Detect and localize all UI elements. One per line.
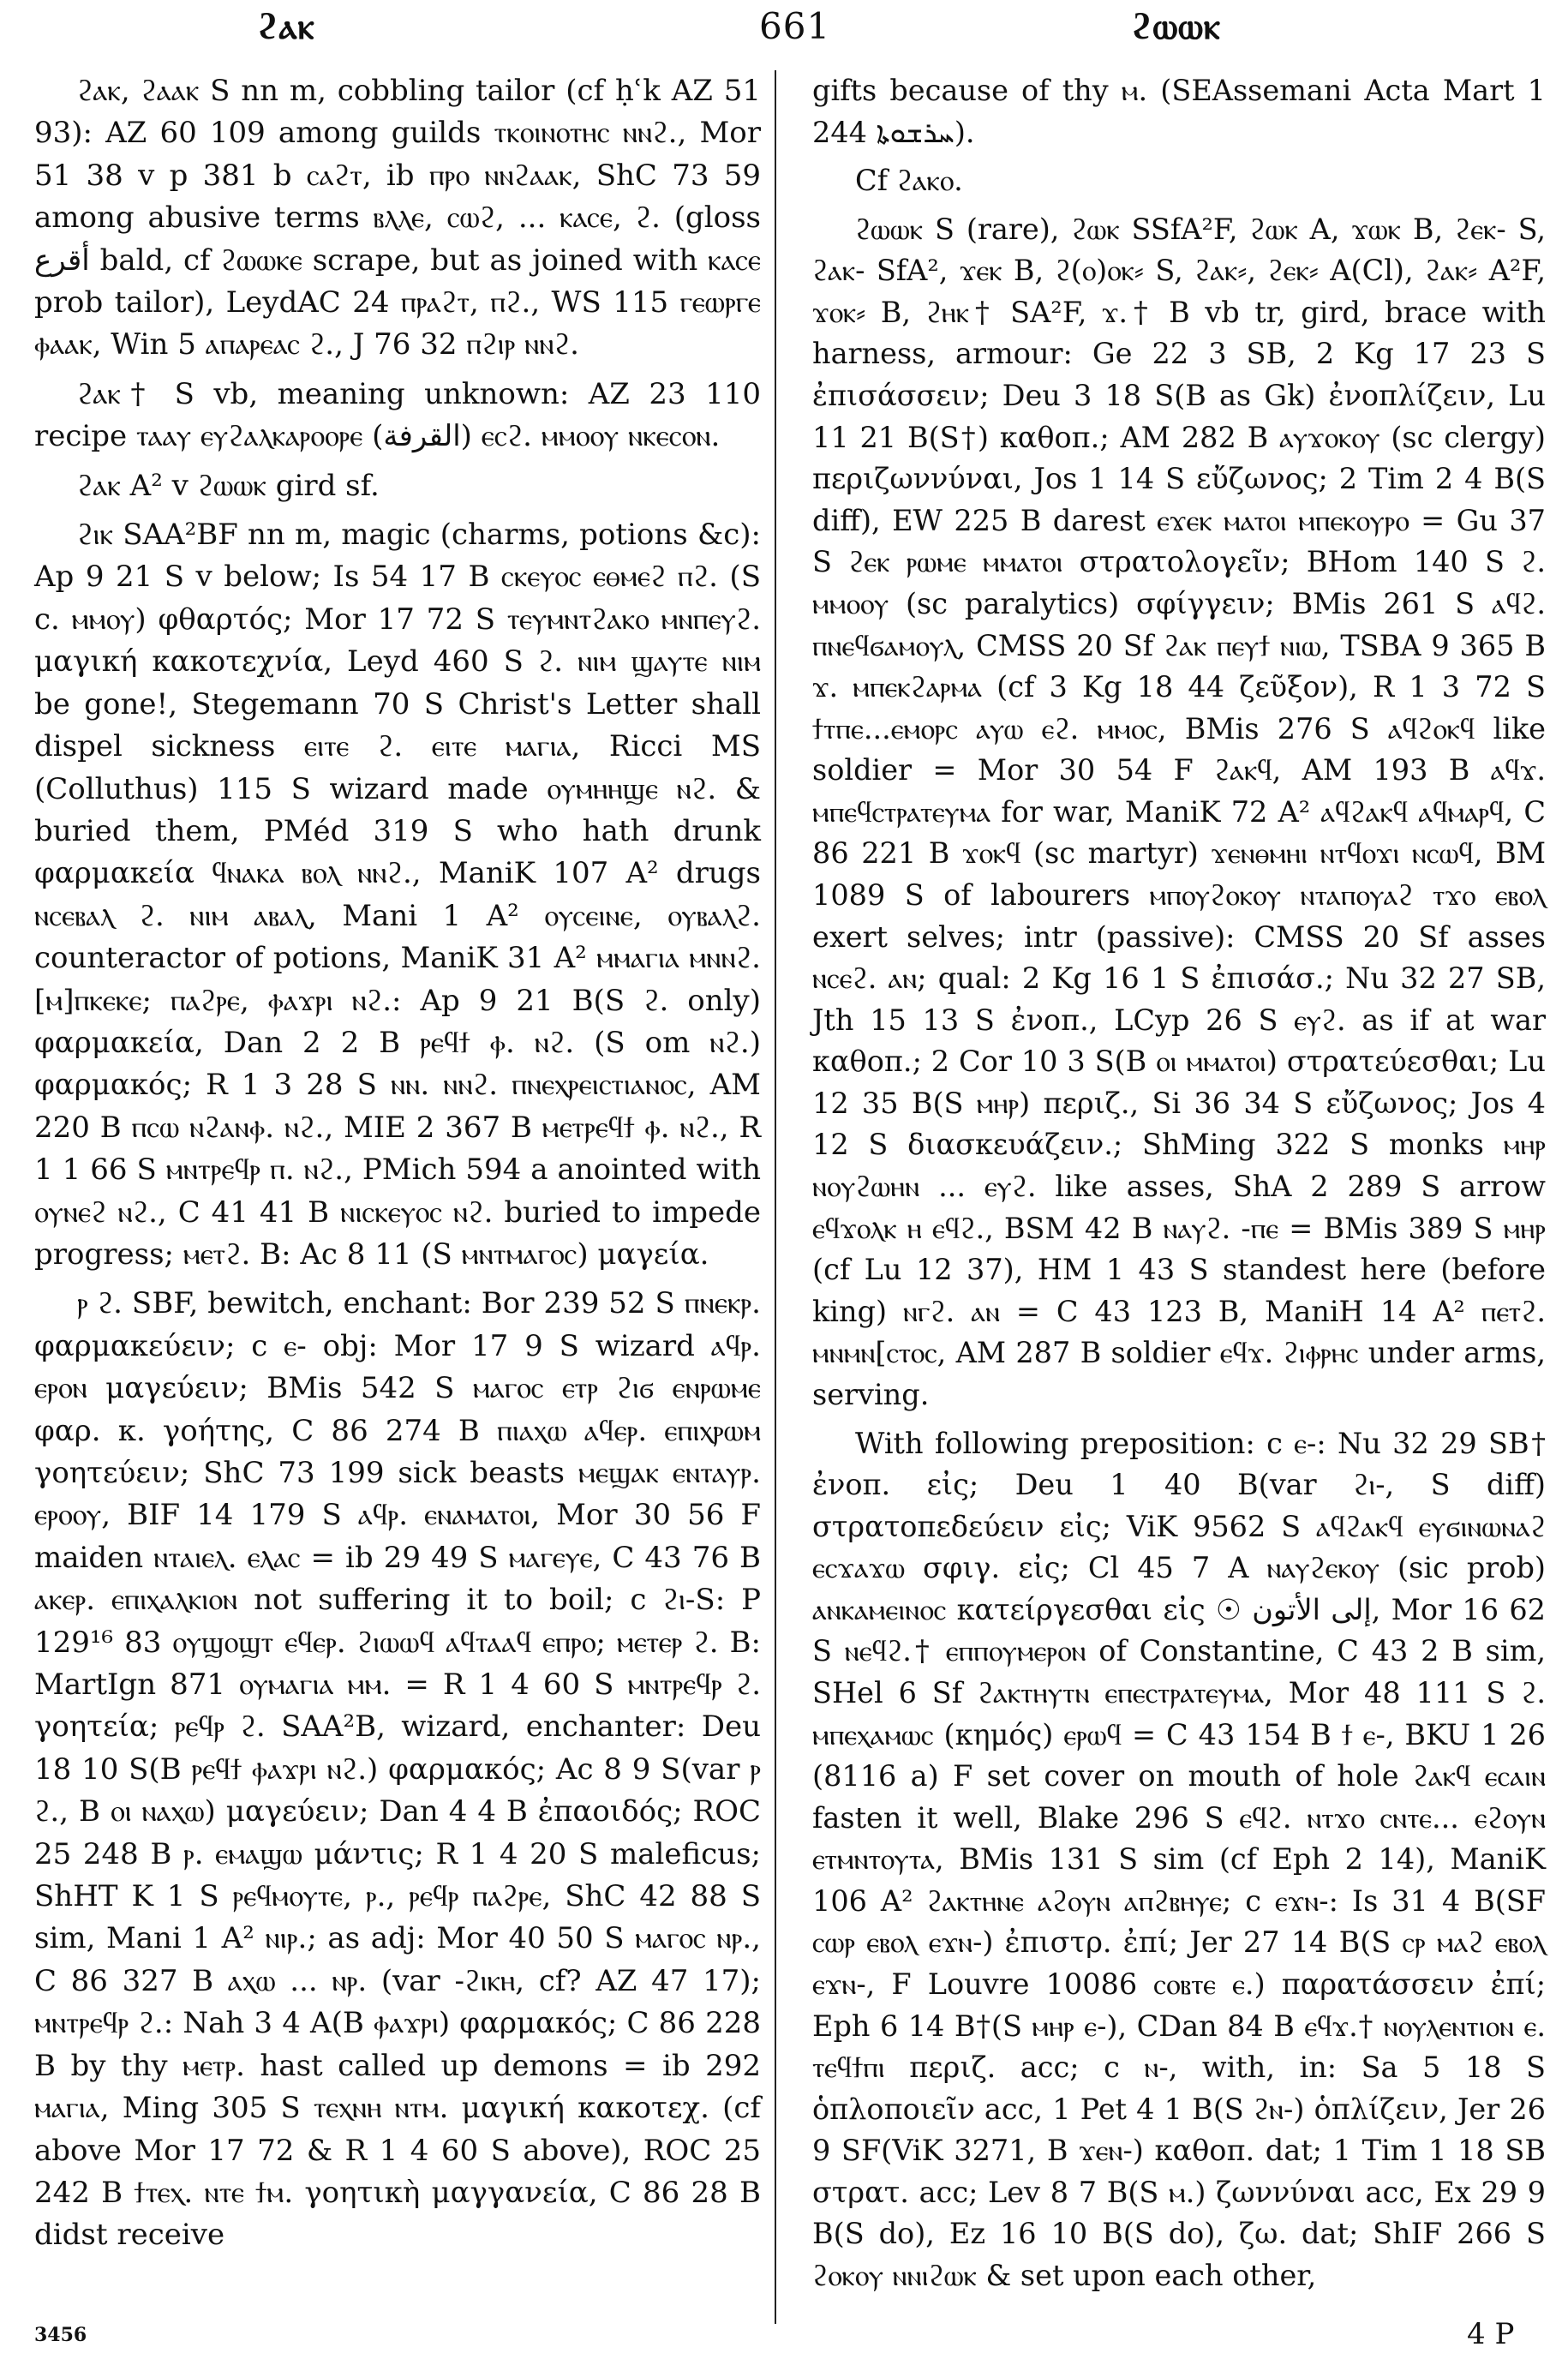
entry-hak-vb: ϩⲁⲕ† S vb, meaning unknown: AZ 23 110 recipe ⲧⲁⲁⲩ ⲉⲩϩⲁⲗⲕⲁⲣⲟⲟⲣⲉ (القرفة) ⲉⲥϩ. ⲙⲙⲟⲟⲩ ⲛⲕⲉⲥⲟⲛ. — [34, 376, 761, 454]
right-column — [812, 70, 1546, 2304]
gathering-mark: 4 P — [1467, 2317, 1515, 2351]
column-rule — [775, 70, 776, 2324]
entry-hak-tailor: ϩⲁⲕ, ϩⲁⲁⲕ S nn m, cobbling tailor (cf ḥʿk AZ 51 93): AZ 60 109 among guilds ⲧⲕⲟⲓⲛⲟⲧⲏⲥ ⲛⲛϩ., Mor 51 38 v p 381 b ⲥⲁϩⲧ, ib ⲡⲣⲟ ⲛⲛϩⲁⲁⲕ, ShC 73 59 among abusive terms ⲃⲗⲗⲉ, ⲥⲱϩ, ... ⲕⲁⲥⲉ, ϩ. (gloss أقرع bald, cf ϩⲱⲱⲕⲉ scrape, but as joined with ⲕⲁⲥⲉ prob tailor), LeydAC 24 ⲡⲣⲁϩⲧ, ⲡϩ., WS 115 ⲅⲉⲱⲣⲅⲉ ⲫⲁⲁⲕ, Win 5 ⲁⲡⲁⲣⲉⲁⲥ ϩ., J 76 32 ⲡϩⲓⲣ ⲛⲛϩ. — [34, 74, 761, 362]
entry-hook-gird: ϩⲱⲱⲕ S (rare), ϩⲱⲕ SSfA²F, ϩⲱⲕ A, ϫⲱⲕ B, ϩⲉⲕ- S, ϩⲁⲕ- SfA², ϫⲉⲕ B, ϩ(ⲟ)ⲟⲕ⸗ S, ϩⲁⲕ⸗, ϩⲉⲕ⸗ A(Cl), ϩⲁⲕ⸗ A²F, ϫⲟⲕ⸗ B, ϩⲏⲕ† SA²F, ϫ.† B vb tr, gird, brace with harness, armour: Ge 22 3 SB, 2 Kg 17 23 S ἐπισάσσειν; Deu 3 18 S(B as Gk) ἐνοπλίζειν, Lu 11 21 B(S†) καθοπ.; AM 282 B ⲁⲩϫⲟⲕⲟⲩ (sc clergy) περιζωννύναι, Jos 1 14 S εὔζωνος; 2 Tim 2 4 B(S diff), EW 225 B darest ⲉϫⲉⲕ ⲙⲁⲧⲟⲓ ⲙⲡⲉⲕⲟⲩⲣⲟ = Gu 37 S ϩⲉⲕ ⲣⲱⲙⲉ ⲙⲙⲁⲧⲟⲓ στρατολογεῖν; BHom 140 S ϩ. ⲙⲙⲟⲟⲩ (sc paralytics) σφίγγειν; BMis 261 S ⲁϥϩ. ⲡⲛⲉϥϭⲁⲙⲟⲩⲗ, CMSS 20 Sf ϩⲁⲕ ⲡⲉⲩϯ ⲛⲓⲱ, TSBA 9 365 B ϫ. ⲙⲡⲉⲕϩⲁⲣⲙⲁ (cf 3 Kg 18 44 ζεῦξον), R 1 3 72 S ϯⲧⲡⲉ...ⲉⲙⲟⲣⲥ ⲁⲩⲱ ⲉϩ. ⲙⲙⲟⲥ, BMis 276 S ⲁϥϩⲟⲕϥ like soldier = Mor 30 54 F ϩⲁⲕϥ, AM 193 B ⲁϥϫ. ⲙⲡⲉϥⲥⲧⲣⲁⲧⲉⲩⲙⲁ for war, ManiK 72 A² ⲁϥϩⲁⲕϥ ⲁϥⲙⲁⲣϥ, C 86 221 B ϫⲟⲕϥ (sc martyr) ϫⲉⲛⲑⲙⲏⲓ ⲛⲧϥⲟϫⲓ ⲛⲥⲱϥ, BM 1089 S of labourers ⲙⲡⲟⲩϩⲟⲕⲟⲩ ⲛⲧⲁⲡⲟⲩⲁϩ ⲧϫⲟ ⲉⲃⲟⲗ exert selves; intr (passive): CMSS 20 Sf asses ⲛⲥⲉϩ. ⲁⲛ; qual: 2 Kg 16 1 S ἐπισάσ.; Nu 32 27 SB, Jth 15 13 S ἐνοπ., LCyp 26 S ⲉⲩϩ. as if at war καθοπ.; 2 Cor 10 3 S(B ⲟⲓ ⲙⲙⲁⲧⲟⲓ) στρατεύεσθαι; Lu 12 35 B(S ⲙⲏⲣ) περιζ., Si 36 34 S εὔζωνος; Jos 4 12 S διασκευάζειν.; ShMing 322 S monks ⲙⲏⲣ ⲛⲟⲩϩⲱⲏⲛ ... ⲉⲩϩ. like asses, ShA 2 289 S arrow ⲉϥϫⲟⲗⲕ ⲏ ⲉϥϩ., BSM 42 B ⲛⲁⲩϩ. -ⲡⲉ = BMis 389 S ⲙⲏⲣ (cf Lu 12 37), HM 1 43 S standest here (before king) ⲛⲅϩ. ⲁⲛ = C 43 123 B, ManiH 14 A² ⲡⲉⲧϩ. ⲙⲛⲙⲛ[ⲥⲧⲟⲥ, AM 287 B soldier ⲉϥϫ. ϩⲓⲫⲣⲏⲥ under arms, serving. — [812, 212, 1546, 1411]
entry-hik-magic: ϩⲓⲕ SAA²BF nn m, magic (charms, potions &c): Ap 9 21 S v below; Is 54 17 B ⲥⲕⲉⲩⲟⲥ ⲉⲑⲙⲉϩ ⲡϩ. (S c. ⲙⲙⲟⲩ) φθαρτός; Mor 17 72 S ⲧⲉⲩⲙⲛⲧϩⲁⲕⲟ ⲙⲛⲡⲉⲩϩ. μαγική κακοτεχνία, Leyd 460 S ϩ. ⲛⲓⲙ ϣⲁⲩⲧⲉ ⲛⲓⲙ be gone!, Stegemann 70 S Christ's Letter shall dispel sickness ⲉⲓⲧⲉ ϩ. ⲉⲓⲧⲉ ⲙⲁⲅⲓⲁ, Ricci MS (Colluthus) 115 S wizard made ⲟⲩⲙⲏⲏϣⲉ ⲛϩ. & buried them, PMéd 319 S who hath drunk φαρμακεία ϥⲛⲁⲕⲁ ⲃⲟⲗ ⲛⲛϩ., ManiK 107 A² drugs ⲛⲥⲉⲃⲁⲗ ϩ. ⲛⲓⲙ ⲁⲃⲁⲗ, Mani 1 A² ⲟⲩⲥⲉⲓⲛⲉ, ⲟⲩⲃⲁⲗϩ. counteractor of potions, ManiK 31 A² ⲙⲙⲁⲅⲓⲁ ⲙⲛⲛϩ. [ⲙ]ⲡⲕⲉⲕⲉ; ⲡⲁϩⲣⲉ, ⲫⲁϫⲣⲓ ⲛϩ.: Ap 9 21 B(S ϩ. only) φαρμακεία, Dan 2 2 B ⲣⲉϥϯ ⲫ. ⲛϩ. (S om ⲛϩ.) φαρμακός; R 1 3 28 S ⲛⲛ. ⲛⲛϩ. ⲡⲛⲉⲭⲣⲉⲓⲥⲧⲓⲁⲛⲟⲥ, AM 220 B ⲡⲥⲱ ⲛϩⲁⲛⲫ. ⲛϩ., MIE 2 367 B ⲙⲉⲧⲣⲉϥϯ ⲫ. ⲛϩ., R 1 1 66 S ⲙⲛⲧⲣⲉϥⲣ ⲡ. ⲛϩ., PMich 594 a anointed with ⲟⲩⲛⲉϩ ⲛϩ., C 41 41 B ⲛⲓⲥⲕⲉⲩⲟⲥ ⲛϩ. buried to impede progress; ⲙⲉⲧϩ. B: Ac 8 11 (S ⲙⲛⲧⲙⲁⲅⲟⲥ) μαγεία. — [34, 518, 761, 1272]
continuation-text: gifts because of thy ⲙ. (SEAssemani Acta Mart 1 244 ܚܪܫܘܬܐ). — [812, 74, 1546, 149]
running-head-right: ϩⲱⲱⲕ — [1131, 5, 1221, 47]
running-head-left: ϩⲁⲕ — [257, 5, 315, 47]
cross-reference: Cf ϩⲁⲕⲟ. — [855, 164, 963, 198]
entry-hak-a2: ϩⲁⲕ A² v ϩⲱⲱⲕ gird sf. — [77, 468, 380, 503]
left-column — [34, 70, 761, 2264]
printer-signature: 3456 — [34, 2324, 87, 2346]
entry-hook-prepositions: With following preposition: c ⲉ-: Nu 32 29 SB† ἐνοπ. εἰς; Deu 1 40 B(var ϩⲓ-, S diff) στρατοπεδεύειν εἰς; ViK 9562 S ⲁϥϩⲁⲕϥ ⲉⲩϭⲓⲛⲱⲛⲁϩ ⲉⲥϫⲁϫⲱ σφιγ. εἰς; Cl 45 7 A ⲛⲁⲩϩⲉⲕⲟⲩ (sic prob) ⲁⲛⲕⲁⲙⲉⲓⲛⲟⲥ κατείργεσθαι εἰς ☉ إلى الأتون, Mor 16 62 S ⲛⲉϥϩ.† ⲉⲡⲡⲟⲩⲙⲉⲣⲟⲛ of Constantine, C 43 2 B sim, SHel 6 Sf ϩⲁⲕⲧⲏⲩⲧⲛ ⲉⲡⲉⲥⲧⲣⲁⲧⲉⲩⲙⲁ, Mor 48 111 S ϩ. ⲙⲡⲉⲭⲁⲙⲱⲥ (κημός) ⲉⲣⲱϥ = C 43 154 B ϯ ⲉ-, BKU 1 26 (8116 a) F set cover on mouth of hole ϩⲁⲕϥ ⲉⲥⲁⲓⲛ fasten it well, Blake 296 S ⲉϥϩ. ⲛⲧϫⲟ ⲥⲛⲧⲉ... ⲉϩⲟⲩⲛ ⲉⲧⲙⲛⲧⲟⲩⲧⲁ, BMis 131 S sim (cf Eph 2 14), ManiK 106 A² ϩⲁⲕⲧⲏⲛⲉ ⲁϩⲟⲩⲛ ⲁⲡϩⲃⲏⲩⲉ; c ⲉϫⲛ-: Is 31 4 B(SF ⲥⲱⲣ ⲉⲃⲟⲗ ⲉϫⲛ-) ἐπιστρ. ἐπί; Jer 27 14 B(S ⲥⲣ ⲙⲁϩ ⲉⲃⲟⲗ ⲉϫⲛ-, F Louvre 10086 ⲥⲟⲃⲧⲉ ⲉ.) παρατάσσειν ἐπί; Eph 6 14 B†(S ⲙⲏⲣ ⲉ-), CDan 84 B ⲉϥϫ.† ⲛⲟⲩⲗⲉⲛⲧⲓⲟⲛ ⲉ. ⲧⲉϥϯⲡⲓ περιζ. acc; c ⲛ-, with, in: Sa 5 18 S ὁπλοποιεῖν acc, 1 Pet 4 1 B(S ϩⲛ-) ὁπλίζειν, Jer 26 9 SF(ViK 3271, B ϫⲉⲛ-) καθοπ. dat; 1 Tim 1 18 SB στρατ. acc; Lev 8 7 B(S ⲙ.) ζωννύναι acc, Ex 29 9 B(S do), Ez 16 10 B(S do), ζω. dat; ShIF 266 S ϩⲟⲕⲟⲩ ⲛⲛⲓϩⲱⲕ & set upon each other, — [812, 1426, 1546, 2293]
page-number: 661 — [759, 5, 831, 47]
entry-r-hik-bewitch: ⲣ ϩ. SBF, bewitch, enchant: Bor 239 52 S ⲡⲛⲉⲕⲣ. φαρμακεύειν; c ⲉ- obj: Mor 17 9 S wizard ⲁϥⲣ. ⲉⲣⲟⲛ μαγεύειν; BMis 542 S ⲙⲁⲅⲟⲥ ⲉⲧⲣ ϩⲓϭ ⲉⲛⲣⲱⲙⲉ φαρ. κ. γοήτης, C 86 274 B ⲡⲓⲁⲭⲱ ⲁϥⲉⲣ. ⲉⲡⲓⲭⲣⲱⲙ γοητεύειν; ShC 73 199 sick beasts ⲙⲉϣⲁⲕ ⲉⲛⲧⲁⲩⲣ. ⲉⲣⲟⲟⲩ, BIF 14 179 S ⲁϥⲣ. ⲉⲛⲁⲙⲁⲧⲟⲓ, Mor 30 56 F maiden ⲛⲧⲁⲓⲉⲗ. ⲉⲗⲁⲥ = ib 29 49 S ⲙⲁⲅⲉⲩⲉ, C 43 76 B ⲁⲕⲉⲣ. ⲉⲡⲓⲭⲁⲗⲕⲓⲟⲛ not suffering it to boil; c ϩⲓ-S: P 129¹⁶ 83 ⲟⲩϣⲟϣⲧ ⲉϥⲉⲣ. ϩⲓⲱⲱϥ ⲁϥⲧⲁⲁϥ ⲉⲡⲣⲟ; ⲙⲉⲧⲉⲣ ϩ. B: MartIgn 871 ⲟⲩⲙⲁⲅⲓⲁ ⲙⲙ. = R 1 4 60 S ⲙⲛⲧⲣⲉϥⲣ ϩ. γοητεία; ⲣⲉϥⲣ ϩ. SAA²B, wizard, enchanter: Deu 18 10 S(B ⲣⲉϥϯ ⲫⲁϫⲣⲓ ⲛϩ.) φαρμακός; Ac 8 9 S(var ⲣ ϩ., B ⲟⲓ ⲛⲁⲭⲱ) μαγεύειν; Dan 4 4 B ἐπαοιδός; ROC 25 248 B ⲣ. ⲉⲙⲁϣⲱ μάντις; R 1 4 20 S maleficus; ShHT K 1 S ⲣⲉϥⲙⲟⲩⲧⲉ, ⲣ., ⲣⲉϥⲣ ⲡⲁϩⲣⲉ, ShC 42 88 S sim, Mani 1 A² ⲛⲓⲣ.; as adj: Mor 40 50 S ⲙⲁⲅⲟⲥ ⲛⲣ., C 86 327 B ⲁⲭⲱ ... ⲛⲣ. (var -ϩⲓⲕⲏ, cf? AZ 47 17); ⲙⲛⲧⲣⲉϥⲣ ϩ.: Nah 3 4 A(B ⲫⲁϫⲣⲓ) φαρμακός; C 86 228 B by thy ⲙⲉⲧⲣ. hast called up demons = ib 292 ⲙⲁⲅⲓⲁ, Ming 305 S ⲧⲉⲭⲛⲏ ⲛⲧⲙ. μαγική κακοτεχ. (cf above Mor 17 72 & R 1 4 60 S above), ROC 25 242 B ϯⲧⲉⲭ. ⲛⲧⲉ ϯⲙ. γοητικὴ μαγγανεία, C 86 28 B didst receive — [34, 1286, 761, 2253]
